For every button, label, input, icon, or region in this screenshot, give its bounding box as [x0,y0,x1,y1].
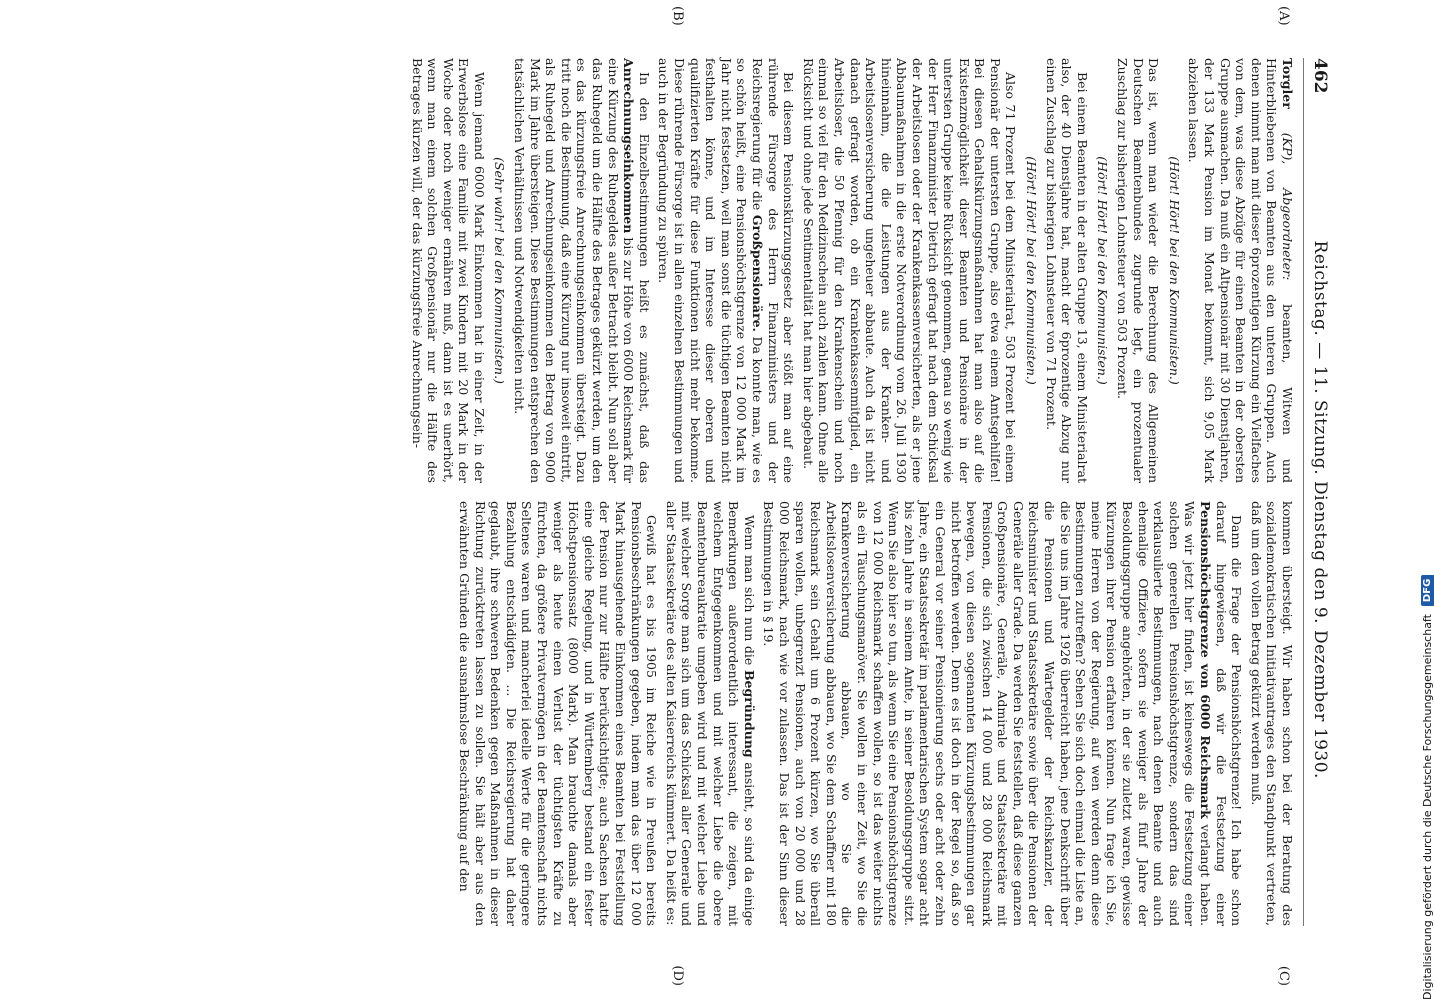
paragraph-text: bis zur Höhe von 6000 Reichsmark für eine Kürzung des Ruhegeldes außer Betracht bleibt. Nun soll aber das Ruhegeld um die Hälfte des Betrages gekürzt werden, um den es das kürzungsfreie Anrechnungseinkommen übersteigt. Dazu tritt noch die Bestimmung, daß eine Kürzung nur insoweit eintritt, als Ruhegeld und Anrechnungseinkommen den Betrag von 9000 Mark im Jahre übersteigen. Diese Bestimmungen entsprechen den tatsächlichen Verhältnissen und Notwendigkeiten nicht. [512,58,637,483]
speaker-name: Torgler [1280,58,1295,109]
interjection: (Hört! Hört! bei den Kommunisten.) [1024,156,1040,385]
speaker-affiliation: (KP), Abgeordneter: [1280,132,1295,281]
emphasis: Großpensionäre. [750,214,765,332]
paragraph [512,58,652,483]
margin-marker-c: (C) [1276,965,1291,986]
paragraph-text: beamten, Witwen und Hinterbliebenen von Beamten aus den unteren Gruppen. Auch denen nimmt man mit dieser 6prozentigen Kürzung ein Vielfaches von dem, was diese Abzüge für einen Beamten in der obersten Gruppe ausmachen. Da muß ein Altpensionär mit 30 Dienstjahren, der 133 Mark Pension im Monat bekommt, sich 9,05 Mark abziehen lassen. [1186,58,1295,483]
interjection: (Hört! Hört! bei den Kommunisten.) [1166,156,1182,385]
dfg-logo: DFG [1421,575,1434,606]
paragraph: Bei einem Beamten in der alten Gruppe 13, einem Ministerialrat also, der 40 Dienstjahre hat, macht der 6prozentige Abzug nur einen Zuschlag zur bisherigen Lohnsteuer von 71 Prozent. [1043,58,1090,483]
paragraph [761,501,1244,926]
paragraph: Also 71 Prozent bei dem Ministerialrat, 503 Prozent bei einem Pensionär der untersten Gruppe, also etwa einem Amtsgehilfen! Bei diesen Gehaltskürzungsmaßnahmen hat man also auf die Existenzmöglichkeit dieser Beamten und Pensionäre in der untersten Gruppe keine Rücksicht genommen, genau so wenig wie der Herr Finanzminister Dietrich gefragt hat nach dem Schicksal der Arbeitslosen oder der Krankenkassenversicherten, als er jene Abbaumaßnahmen in die erste Notverordnung vom 26. Juli 1930 hineinnahm, die die Leistungen aus der Kranken- und Arbeitslosenversicherung ungeheuer abbaute. Auch da ist nicht danach gefragt worden, ob ein Krankenkassenmitglied, ein Arbeitsloser, die 50 Pfennig für den Krankenschein und noch einmal so viel für den Medizinschein auch zahlen kann. Ohne alle Rücksicht und ohne jede Sentimentalität hat man hier abgebaut. [800,58,1019,483]
paragraph: kommen übersteigt. Wir haben schon bei der Beratung des sozialdemokratischen Initiativantrages den Standpunkt vertreten, daß um den vollen Betrag gekürzt werden muß. [1248,501,1295,926]
paragraph: Das ist, wenn man wieder die Berechnung des Allgemeinen Deutschen Beamtenbundes zugrunde legt, ein prozentualer Zuschlag zur bisherigen Lohnsteuer von 503 Prozent. [1115,58,1162,483]
emphasis: Begründung [741,669,757,758]
text-columns [405,6,1295,986]
margin-marker-a: (A) [1276,6,1291,26]
paragraph-text: Bei diesem Pensionskürzungsgesetz aber stößt man auf eine rührende Fürsorge des Herrn Finanzministers und der Reichsregierung für die [750,58,797,483]
paragraph-text: In den Einzelbestimmungen heißt es zunächst, daß das [636,72,652,483]
emphasis: Anrechnungseinkommen [621,58,637,234]
emphasis: Pensionshöchstgrenze von 6000 Reichsmark [1198,501,1214,819]
paragraph-text: Dann die Frage der Pensionshöchstgrenze! Ich habe schon darauf hingewiesen, daß wir die Festsetzung einer [1213,501,1245,926]
paragraph-text: Da konnte man, wie es so schön heißt, eine Pensionshöchstgrenze von 12 000 Mark im Jahr nicht festsetzen, weil man sonst die tüchtigen Beamten nicht festhalten könne, und im Interesse dieser oberen und qualifizierten Kräfte für diese Funktionen nicht mehr bekomme. Diese rührende Fürsorge ist in allen einzelnen Bestimmungen und auch in der Begründung zu spüren. [656,58,765,483]
page-title: Reichstag. — 11. Sitzung. Dienstag den 9. Dezember 1930. [1310,240,1330,779]
digitization-sidebar [1410,0,1434,1000]
paragraph [656,58,796,483]
right-column [405,501,1295,926]
page-number: 462 [1310,58,1330,94]
margin-marker-d: (D) [670,965,685,986]
interjection: (Sehr wahr! bei den Kommunisten.) [492,157,508,384]
funding-note-text: Digitalisierung gefördert durch die Deutsche Forschungsgemeinschaft [1421,614,1434,1000]
margin-marker-b: (B) [670,6,685,26]
left-column [405,58,1295,483]
quoted-paragraph: Gewiß hat es bis 1905 im Reiche wie in Preußen bereits Pensionsbeschränkungen gegeben, indem man das über 12 000 Mark hinausgehende Einkommen eines Beamten bei Feststellung der Pension nur zur Hälfte berücksichtigte; auch Sachsen hatte eine gleiche Regelung, und in Württemberg bestand ein fester Höchstpensionssatz (8000 Mark). Man brauchte damals aber weniger als heute einen Verlust der tüchtigsten Kräfte zu fürchten, da größere Privatvermögen in der Beamtenschaft nichts Seltenes waren und mancherlei ideelle Werte für die geringere Bezahlung entschädigten. ... Die Reichsregierung hat daher geglaubt, ihre schweren Bedenken gegen Maßnahmen in dieser Richtung zurücktreten lassen zu sollen. Sie hält aber aus den erwähnten Gründen die ausnahmslose Beschränkung auf den [457,501,660,926]
interjection: (Hört! Hört! bei den Kommunisten.) [1095,156,1111,385]
paragraph-text: verlangt haben. Was wir jetzt hier finden, ist keineswegs die Festsetzung einer solchen generellen Pensionshöchstgrenze, sondern das sind verklausulierte Bestimmungen, nach denen Beamte und auch ehemalige Offiziere, sofern sie weniger als fünf Jahre der Besoldungsgruppe angehörten, in der sie zuletzt waren, gewisse Kürzungen ihrer Pension erfahren können. Nun frage ich Sie, meine Herren von der Regierung, auf wen werden denn diese Bestimmungen zutreffen? Sehen Sie sich doch einmal die Liste an, die Sie uns im Jahre 1926 überreicht haben, jene Denkschrift über die Pensionen und Wartegelder der Reichskanzler, der Reichsminister und Staatssekretäre sowie über die Pensionen der Generäle aller Grade. Da werden Sie feststellen, daß diese ganzen Großpensionäre, Generäle, Admirale und Staatssekretäre mit Pensionen, die sich zwischen 14 000 und 28 000 Reichsmark bewegen, von diesen sogenannten Kürzungsbestimmungen gar nicht betroffen werden. Denn es ist doch in der Regel so, daß so ein General vor seiner Pensionierung sechs oder acht oder zehn Jahre, ein Staatssekretär im parlamentarischen System sogar acht bis zehn Jahre in seinem Amte, in seiner Besoldungsgruppe sitzt. Wenn Sie also hier so tun, als wenn Sie eine Pensionshöchstgrenze von 12 000 Reichsmark schaffen wollen, so ist das weiter nichts als ein Täuschungsmanöver. Sie wollen in einer Zeit, wo Sie die Krankenversicherung abbauen, wo Sie die Arbeitslosenversicherung abbauen, wo Sie dem Schaffner mit 180 Reichsmark sein Gehalt um 6 Prozent kürzen, wo Sie überall sparen wollen, unbegrenzt Pensionen, auch von 20 000 und 28 000 Reichsmark, nach wie vor zulassen. Das ist der Sinn dieser Bestimmungen in § 19. [761,501,1214,926]
paragraph-text: ansieht, so sind da einige Bemerkungen außerordentlich interessant, die zeigen, mit welchem Entgegenkommen und mit welcher Liebe die obere Beamtenbureaukratie umgeben wird und mit welcher Liebe und mit welcher Sorge man sich um das Schicksal aller Generale und aller Staatssekretäre des alten Kaiserreichs kümmert. Da heißt es: [663,501,757,926]
paragraph [663,501,757,926]
paragraph-text: Wenn man sich nun die [741,515,757,670]
page-header [1303,58,1330,926]
paragraph [1186,58,1295,483]
funding-note [1416,0,1434,1000]
paragraph: Wenn jemand 6000 Mark Einkommen hat in einer Zeit, in der Erwerbslose eine Familie mit zwei Kindern mit 20 Mark in der Woche oder noch weniger ernähren muß, dann ist es unerhört, wenn man einem solchen Großpensionär nur die Hälfte des Betrages kürzen will, der das kürzungsfreie Anrechnungsein- [409,58,487,483]
